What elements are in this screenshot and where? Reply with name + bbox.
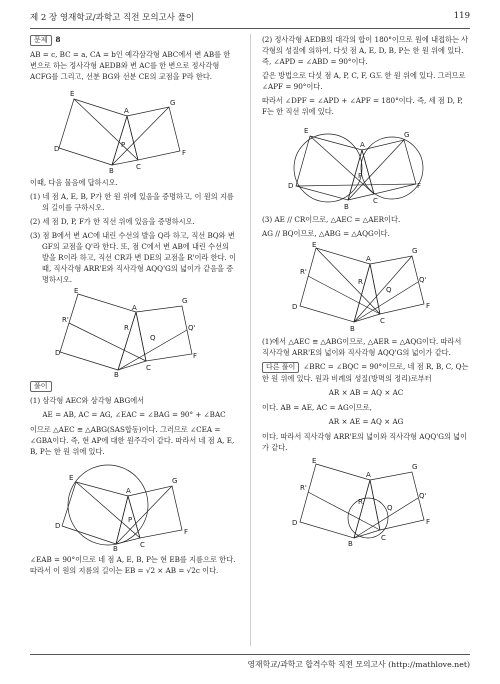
alt-solution-text: ∠BRC = ∠BQC = 90°이므로, 네 점 R, B, C, Q는 한 원 위에 있다. 원과 비례의 성질(방멱의 정리)로부터 <box>262 362 469 383</box>
solution-part1-head: (1) 삼각형 AEC와 삼각형 ABG에서 <box>30 396 145 405</box>
label-D2: D <box>55 349 61 357</box>
label-E5: E <box>312 242 317 249</box>
label-F2: F <box>193 352 198 360</box>
label-A6: A <box>366 471 371 479</box>
label-C3: C <box>140 541 145 549</box>
label-B5: B <box>350 325 355 333</box>
label-E2: E <box>74 288 79 295</box>
solution-part1-equation: AE = AB, AC = AG, ∠EAC = ∠BAG = 90° + ∠BAC <box>42 410 226 419</box>
label-C5: C <box>380 317 385 325</box>
instruction: 이때, 다음 물음에 답하시오. <box>30 178 118 187</box>
label-A4: A <box>360 141 365 149</box>
alt-equation-1: AR × AB = AQ × AC <box>328 388 404 397</box>
question-1: (1) 네 점 A, E, B, P가 한 원 위에 있음을 증명하고, 이 원의 지름의 길이를 구하시오. <box>30 192 234 212</box>
label-E6: E <box>312 457 317 465</box>
solution-tag: 풀이 <box>30 381 52 392</box>
label-F6: F <box>426 518 431 526</box>
solution-part2-b: 같은 방법으로 다섯 점 A, P, C, F, G도 한 원 위에 있다. 그러므로 ∠APF = 90°이다. <box>262 71 466 91</box>
question-2: (2) 세 점 D, P, F가 한 직선 위에 있음을 증명하시오. <box>30 217 195 226</box>
label-R: R <box>124 324 129 332</box>
label-D3: D <box>55 522 61 530</box>
label-A2: A <box>132 304 137 312</box>
solution-part1-end: ∠EAB = 90°이므로 네 점 A, E, B, P는 현 EB를 지름으로 한다. 따라서 이 원의 지름의 길이는 EB = √2 × AB = √2c 이다. <box>30 555 236 575</box>
problem-heading <box>30 34 238 46</box>
figure-projection <box>54 288 214 378</box>
solution-part3-b: AG // BQ이므로, △ABG = △AQG이다. <box>262 229 390 238</box>
label-Q: Q <box>150 334 156 342</box>
alt-end-text: 이다. 따라서 직사각형 ARR'E의 넓이와 직사각형 AQQ'G의 넓이가 같다. <box>262 432 468 452</box>
label-G6: G <box>412 463 418 471</box>
right-column <box>262 34 470 550</box>
label-C2: C <box>146 364 151 372</box>
label-R-prime5: R' <box>300 268 307 276</box>
figure-circle-rbcq <box>286 456 446 548</box>
label-B6: B <box>348 540 353 548</box>
label-G3: G <box>172 477 178 485</box>
solution-heading <box>30 380 238 392</box>
figure-circle-1 <box>54 460 214 552</box>
label-B: B <box>109 167 114 175</box>
label-B3: B <box>113 545 118 552</box>
solution-part1-text: 이므로 △AEC ≡ △ABG(SAS합동)이다. 그러므로 ∠CEA = ∠GBA이다. 즉, 현 AP에 대한 원주각이 같다. 따라서 네 점 A, E, B, P는 한 원 위에 있다. <box>30 425 235 456</box>
label-P: P <box>121 141 126 149</box>
problem-tag: 문제 <box>30 35 52 46</box>
question-list <box>30 191 238 285</box>
label-Q-prime5: Q' <box>419 276 427 284</box>
label-A: A <box>124 107 129 115</box>
problem-statement: AB = c, BC = a, CA = b인 예각삼각형 ABC에서 변 AB를 한 변으로 하는 정사각형 AEDB와 변 AC를 한 변으로 정사각형 ACFG를 그리고, 선분 BG와 선분 CE의 교점을 P라 한다. <box>30 50 231 81</box>
label-R6: R <box>358 498 363 506</box>
label-D4: D <box>288 182 294 190</box>
label-Q5: Q <box>386 286 392 294</box>
question-3: (3) 점 B에서 변 AC에 내린 수선의 발을 Q라 하고, 직선 BQ와 변 GF의 교점을 Q'라 한다. 또, 점 C에서 변 AB에 내린 수선의 발을 R이라 하고, 직선 CR과 변 DE의 교점을 R'이라 한다. 이때, 직사각형 ARR'E와 직사각형 AQQ'G의 넓이가 같음을 증명하시오. <box>30 231 237 284</box>
label-R-prime: R' <box>62 316 69 324</box>
label-F: F <box>182 149 187 157</box>
alt-solution-tag: 다른 풀이 <box>262 362 299 373</box>
column-divider <box>250 34 251 646</box>
label-B4: B <box>344 203 349 211</box>
left-column <box>30 34 238 579</box>
label-Q-prime6: Q' <box>419 492 427 500</box>
label-B2: B <box>114 371 119 378</box>
label-D5: D <box>292 303 298 311</box>
problem-number: 8 <box>55 35 61 44</box>
solution-part3-a: (3) AE // CR이므로, △AEC = △AER이다. <box>262 215 401 224</box>
label-Q-prime: Q' <box>188 324 196 332</box>
page-header <box>30 8 470 29</box>
label-F4: F <box>417 182 422 190</box>
label-A3: A <box>126 487 131 495</box>
alt-mid-text: 이다. AB = AE, AC = AG이므로, <box>262 403 372 412</box>
label-G: G <box>170 99 176 107</box>
label-D6: D <box>292 519 298 527</box>
page-number: 119 <box>453 11 470 21</box>
solution-part3-c: (1)에서 △AEC ≡ △ABG이므로, △AER = △AQG이다. 따라서 직사각형 ARR'E의 넓이와 직사각형 AQQ'G의 넓이가 같다. <box>262 337 462 357</box>
label-Q6: Q <box>387 504 393 512</box>
alt-solution <box>262 361 470 384</box>
label-G2: G <box>182 297 188 305</box>
page-footer <box>30 654 470 675</box>
label-F3: F <box>184 528 189 536</box>
figure-area <box>286 242 446 334</box>
alt-equation-2: AR × AE = AQ × AG <box>328 417 404 426</box>
label-D: D <box>54 145 60 153</box>
label-P3: P <box>128 516 133 524</box>
label-G5: G <box>412 247 418 255</box>
label-F5: F <box>426 302 431 310</box>
chapter-title: 제 2 장 영재학교/과학고 직전 모의고사 풀이 <box>30 13 195 23</box>
label-E3: E <box>69 474 74 482</box>
label-C: C <box>136 163 141 171</box>
label-C6: C <box>381 534 386 542</box>
label-E: E <box>70 90 75 98</box>
label-R-prime6: R' <box>300 484 307 492</box>
label-G4: G <box>404 131 410 139</box>
label-R5: R <box>358 278 363 286</box>
figure-two-circles <box>286 120 446 212</box>
label-C4: C <box>373 197 378 205</box>
solution-part2: (2) 정사각형 AEDB의 대각의 합이 180°이므로 원에 내접하는 사각형의 성질에 의하여, 다섯 점 A, E, D, B, P는 한 원 위에 있다. 즉, ∠APD = ∠ABD = 90°이다. <box>262 35 469 66</box>
solution-part2-c: 따라서 ∠DPF = ∠APD + ∠APF = 180°이다. 즉, 세 점 D, P, F는 한 직선 위에 있다. <box>262 96 463 116</box>
label-P4: P <box>358 172 363 180</box>
label-E4: E <box>304 127 309 135</box>
figure-problem <box>54 85 214 175</box>
label-A5: A <box>366 255 371 263</box>
footer-text: 영재학교/과학고 합격수학 직전 모의고사 (http://mathlove.net) <box>247 660 470 669</box>
